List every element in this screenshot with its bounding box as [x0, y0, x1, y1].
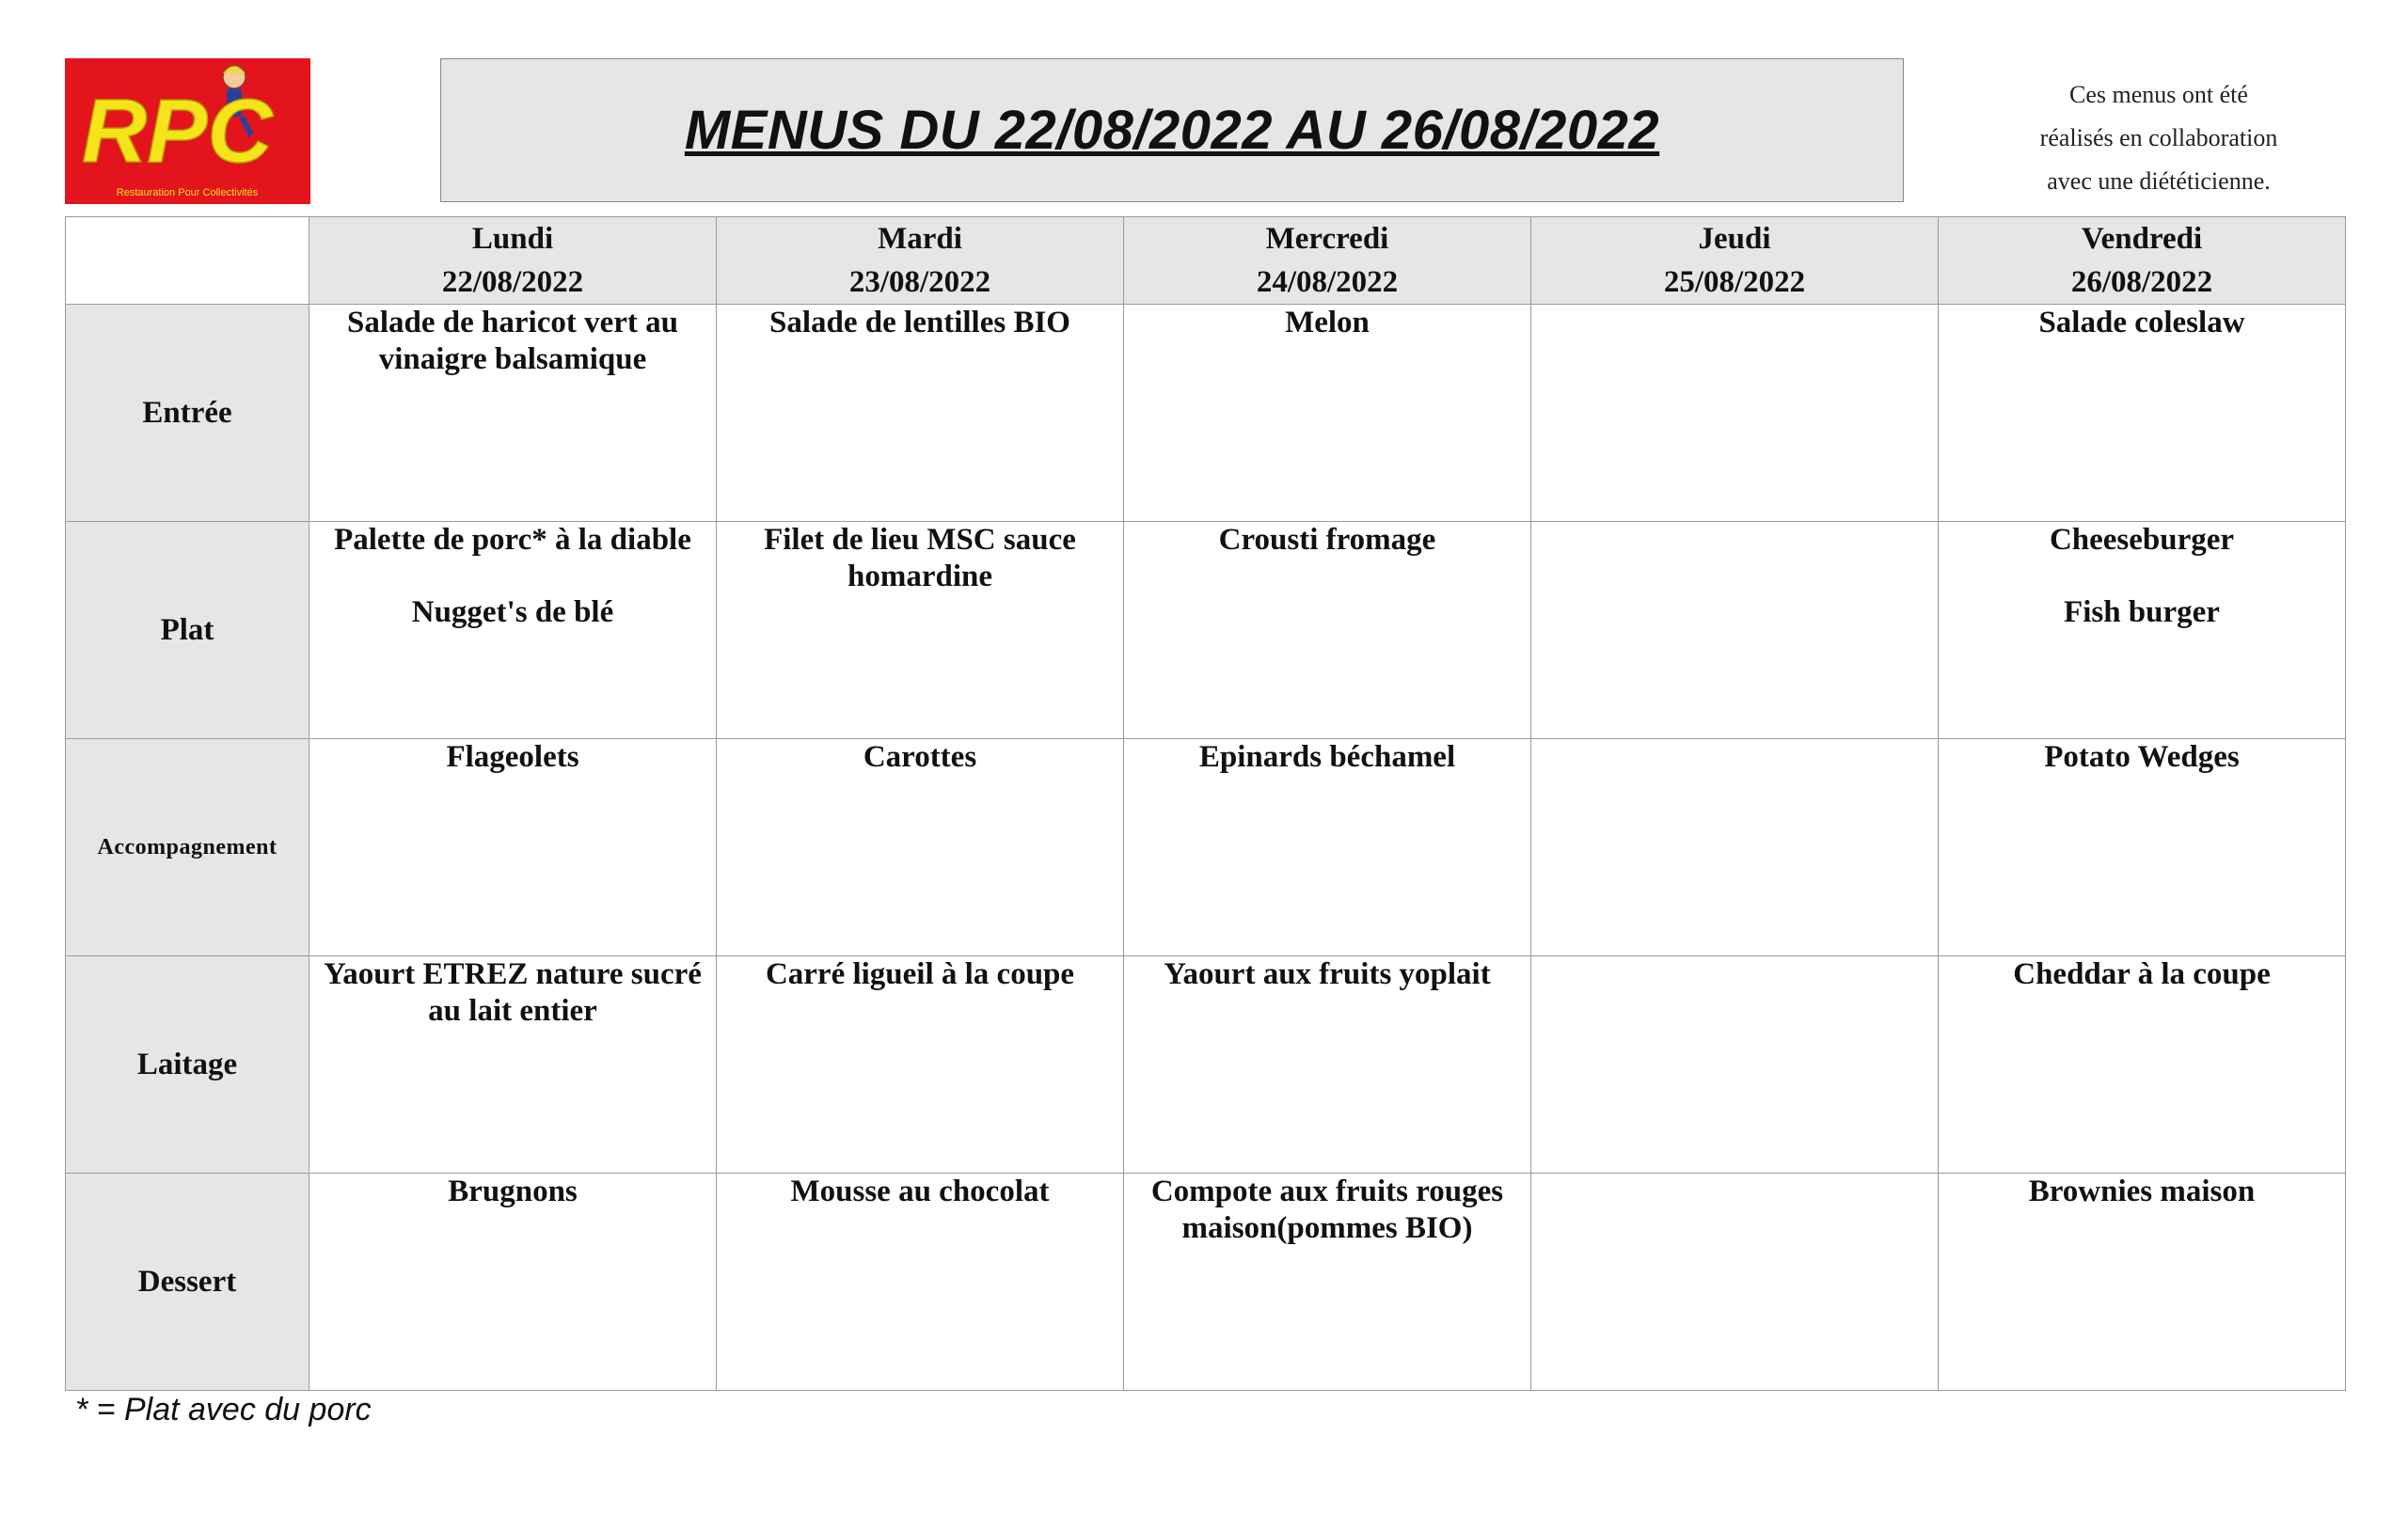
- menu-cell: [309, 522, 717, 739]
- menu-cell: [1124, 522, 1531, 739]
- menu-cell: [1939, 956, 2346, 1174]
- course-label: Entrée: [66, 305, 309, 522]
- menu-cell: [1531, 1174, 1939, 1391]
- day-header-monday: [309, 217, 717, 305]
- day-name: Lundi: [471, 222, 554, 256]
- day-name: Mercredi: [1265, 222, 1389, 256]
- menu-cell: [1939, 1174, 2346, 1391]
- menu-cell: [717, 522, 1124, 739]
- menu-cell: [1124, 1174, 1531, 1391]
- menu-cell: [309, 305, 717, 522]
- menu-cell: [717, 1174, 1124, 1391]
- dish-text: Palette de porc* à la diable: [334, 523, 691, 557]
- day-name: Jeudi: [1698, 222, 1771, 256]
- dish-text: Compote aux fruits rouges maison(pommes BIO): [1150, 1175, 1504, 1245]
- dish-text: Crousti fromage: [1218, 523, 1436, 557]
- dish-text: Fish burger: [2064, 595, 2220, 629]
- day-header-friday: [1939, 217, 2346, 305]
- day-header-tuesday: [717, 217, 1124, 305]
- dish-text: Brownies maison: [2028, 1175, 2256, 1208]
- menu-table: [65, 216, 2346, 1391]
- day-date: 24/08/2022: [1256, 265, 1399, 299]
- company-logo: [65, 58, 310, 204]
- dish-text: Carré ligueil à la coupe: [765, 957, 1075, 991]
- dish-text: Nugget's de blé: [411, 595, 614, 629]
- dish-text: Epinards béchamel: [1198, 740, 1456, 774]
- day-header-thursday: [1531, 217, 1939, 305]
- dish-text: Potato Wedges: [2044, 740, 2240, 774]
- note-line: Ces menus ont été: [2069, 81, 2248, 108]
- day-header-row: [66, 217, 2346, 305]
- dish-text: Salade de haricot vert au vinaigre balsamique: [347, 306, 678, 376]
- logo-letters: RPC: [82, 81, 273, 181]
- menu-cell: [1939, 739, 2346, 956]
- day-date: 22/08/2022: [441, 265, 584, 299]
- menu-cell: [1124, 739, 1531, 956]
- corner-cell: [66, 217, 309, 305]
- menu-row-plat: [66, 522, 2346, 739]
- menu-cell: [1531, 522, 1939, 739]
- dish-text: Salade coleslaw: [2038, 306, 2245, 339]
- menu-cell: [717, 956, 1124, 1174]
- note-line: avec une diététicienne.: [2047, 167, 2271, 195]
- menu-row-laitage: [66, 956, 2346, 1174]
- dish-text: Carottes: [863, 740, 977, 774]
- menu-cell: [1939, 305, 2346, 522]
- day-date: 25/08/2022: [1663, 265, 1806, 299]
- menu-row-entree: [66, 305, 2346, 522]
- menu-row-dessert: [66, 1174, 2346, 1391]
- dish-text: Flageolets: [446, 740, 579, 774]
- menu-cell: [1124, 956, 1531, 1174]
- footnote: * = Plat avec du porc: [75, 1392, 372, 1427]
- course-label: Laitage: [66, 956, 309, 1174]
- menu-cell: [1531, 956, 1939, 1174]
- dish-text: Cheeseburger: [2049, 523, 2235, 557]
- menu-cell: [1939, 522, 2346, 739]
- course-label: Accompagnement: [66, 739, 309, 956]
- dish-text: Mousse au chocolat: [790, 1175, 1050, 1208]
- logo-graphic: [65, 58, 310, 204]
- title-box: [440, 58, 1904, 202]
- logo-tagline: Restauration Pour Collectivités: [116, 187, 259, 198]
- dish-text: Cheddar à la coupe: [2013, 957, 2271, 991]
- course-label: Plat: [66, 522, 309, 739]
- menu-cell: [1531, 739, 1939, 956]
- day-date: 23/08/2022: [848, 265, 991, 299]
- day-name: Vendredi: [2081, 222, 2203, 256]
- page-title: MENUS DU 22/08/2022 AU 26/08/2022: [684, 100, 1660, 161]
- day-header-wednesday: [1124, 217, 1531, 305]
- menu-cell: [1124, 305, 1531, 522]
- dish-text: Melon: [1285, 306, 1370, 339]
- menu-cell: [717, 305, 1124, 522]
- menu-cell: [309, 739, 717, 956]
- menu-cell: [1531, 305, 1939, 522]
- dish-text: Salade de lentilles BIO: [769, 306, 1070, 339]
- menu-row-accompagnement: [66, 739, 2346, 956]
- course-label: Dessert: [66, 1174, 309, 1391]
- day-name: Mardi: [878, 222, 962, 256]
- note-line: réalisés en collaboration: [2039, 124, 2278, 151]
- dish-text: Brugnons: [448, 1175, 578, 1208]
- dish-text: Yaourt ETREZ nature sucré au lait entier: [324, 957, 702, 1028]
- menu-cell: [717, 739, 1124, 956]
- menu-cell: [309, 1174, 717, 1391]
- day-date: 26/08/2022: [2070, 265, 2213, 299]
- dish-text: Yaourt aux fruits yoplait: [1164, 957, 1491, 991]
- dish-text: Filet de lieu MSC sauce homardine: [764, 523, 1076, 593]
- dietitian-note: [1966, 73, 2352, 203]
- menu-cell: [309, 956, 717, 1174]
